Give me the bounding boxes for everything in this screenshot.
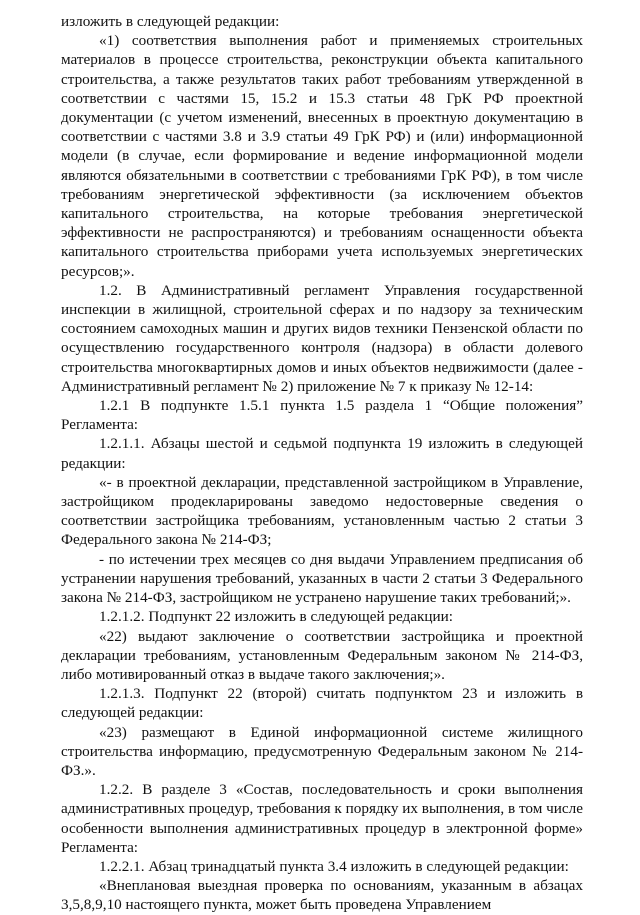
paragraph-quote-22: «22) выдают заключение о соответствии застройщика и проектной декларации требованиям, установленным Федеральным законом № 214-ФЗ, либо мотивированный отказ в выдаче такого заключения;». <box>61 627 583 683</box>
paragraph-quote-three-months: - по истечении трех месяцев со дня выдачи Управлением предписания об устранении нарушения требований, указанных в части 2 статьи 3 Федерального закона № 214-ФЗ, застройщиком не устранено нарушение таких требований;». <box>61 550 583 607</box>
paragraph-1-2-1-2: 1.2.1.2. Подпункт 22 изложить в следующей редакции: <box>99 608 453 626</box>
paragraph-1-2-1-3: 1.2.1.3. Подпункт 22 (второй) считать подпунктом 23 и изложить в следующей редакции: <box>61 685 583 722</box>
paragraph-1-2-1-1: 1.2.1.1. Абзацы шестой и седьмой подпункта 19 изложить в следующей редакции: <box>61 435 583 472</box>
paragraph-quote-unscheduled-inspection: «Внеплановая выездная проверка по основаниям, указанным в абзацах 3,5,8,9,10 настоящего пункта, может быть проведена Управлением <box>61 877 583 914</box>
paragraph-intro: изложить в следующей редакции: <box>61 13 280 30</box>
paragraph-item-1: «1) соответствия выполнения работ и применяемых строительных материалов в процессе строительства, реконструкции объекта капитального строительства, а также результатов таких работ требованиям утвержденной в соответствии с частями 15, 15.2 и 15.3 статьи 48 ГрК РФ проектной документации (с учетом изменений, внесенных в проектную документацию в соответствии с частями 3.8 и 3.9 статьи 49 ГрК РФ) и (или) информационной модели (в случае, если формирование и ведение информационной модели являются обязательными в соответствии с требованиями ГрК РФ), в том числе требованиям энергетической эффективности (за исключением объектов капитального строительства, на которые требования энергетической эффективности не распространяются) и требованиям оснащенности объекта капитального строительства приборами учета используемых энергетических ресурсов;». <box>61 32 583 280</box>
paragraph-1-2-2: 1.2.2. В разделе 3 «Состав, последовательность и сроки выполнения административных процедур, требования к порядку их выполнения, в том числе особенности выполнения административных процедур в электронной форме» Регламента: <box>61 781 583 856</box>
paragraph-quote-23: «23) размещают в Единой информационной системе жилищного строительства информацию, предусмотренную Федеральным законом № 214-ФЗ.». <box>61 723 583 779</box>
paragraph-1-2: 1.2. В Административный регламент Управления государственной инспекции в жилищной, строительной сферах и по надзору за техническим состоянием самоходных машин и других видов техники Пензенской области по осуществлению государственного контроля (надзора) в области долевого строительства многоквартирных домов и иных объектов недвижимости (далее - Административный регламент № 2) приложение № 7 к приказу № 12-14: <box>61 281 583 395</box>
paragraph-1-2-1: 1.2.1 В подпункте 1.5.1 пункта 1.5 раздела 1 “Общие положения” Регламента: <box>61 397 583 434</box>
paragraph-quote-declaration: «- в проектной декларации, представленной застройщиком в Управление, застройщиком продекларированы заведомо недостоверные сведения о соответствии застройщика требованиям, установленным частью 2 статьи 3 Федерального закона № 214-ФЗ; <box>61 473 583 549</box>
document-page <box>61 12 583 915</box>
paragraph-1-2-2-1: 1.2.2.1. Абзац тринадцатый пункта 3.4 изложить в следующей редакции: <box>99 857 569 875</box>
